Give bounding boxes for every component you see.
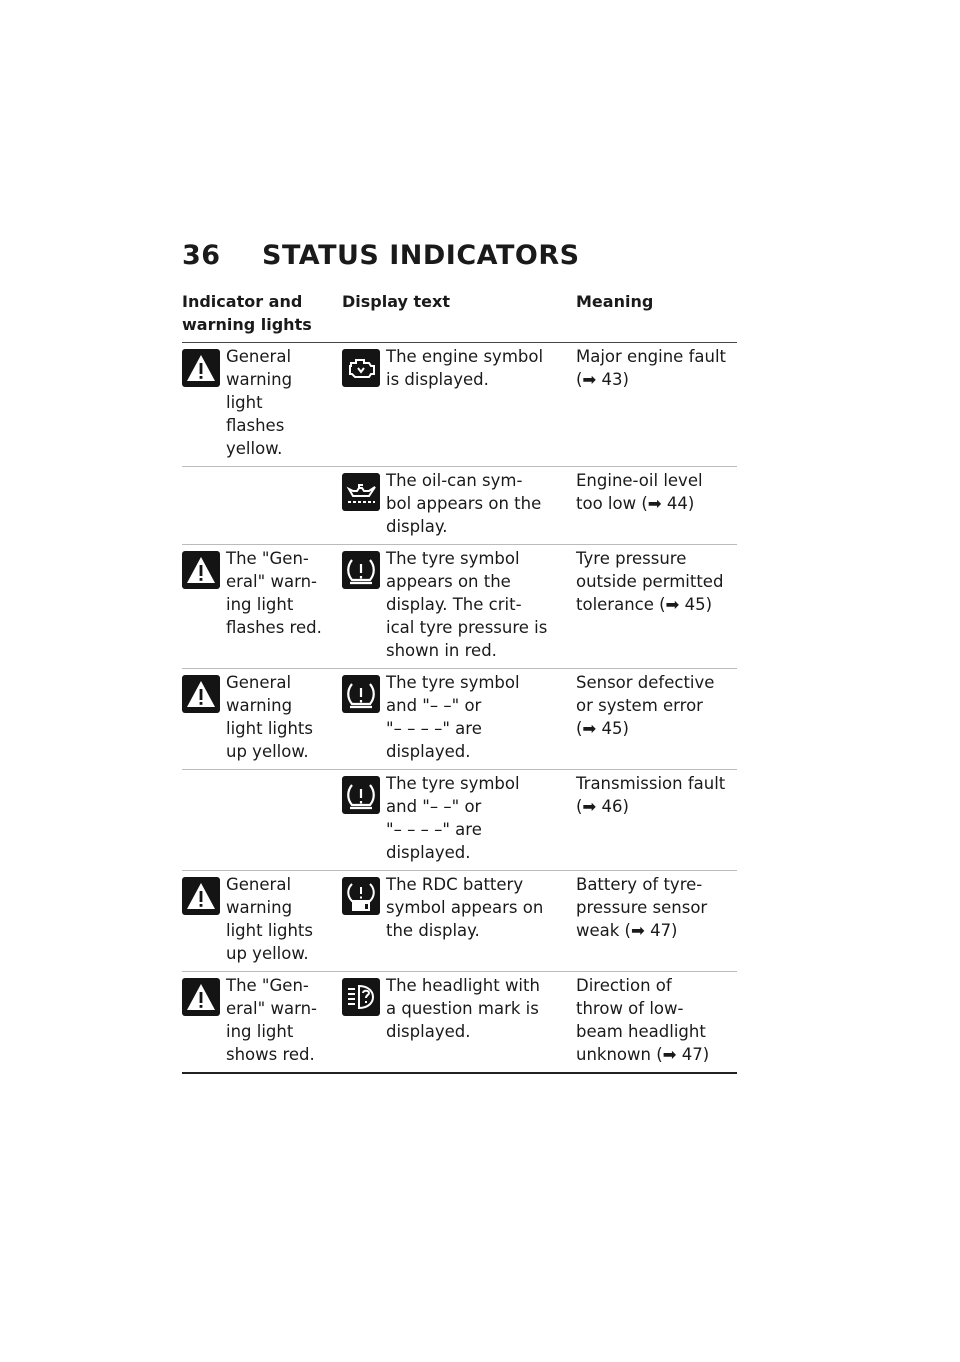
table-row [182, 467, 737, 545]
tyre-pressure-icon [342, 551, 380, 589]
warning-triangle-icon [182, 551, 220, 589]
column-header-display-text: Display text [342, 290, 576, 343]
engine-icon [342, 349, 380, 387]
meaning-text: Transmission fault (➡ 46) [576, 774, 726, 816]
headlight-question-icon [342, 978, 380, 1016]
meaning-cell [576, 770, 737, 871]
table-row [182, 770, 737, 871]
indicator-cell [182, 871, 342, 972]
indicator-text: General warning light flashes yellow. [226, 347, 293, 458]
table-row [182, 871, 737, 972]
display-text-cell [342, 669, 576, 770]
page-number: 36 [182, 240, 221, 271]
warning-triangle-icon [182, 877, 220, 915]
display-text-cell [342, 467, 576, 545]
warning-triangle-icon [182, 349, 220, 387]
display-text: The oil-can sym- bol appears on the display. [386, 471, 542, 536]
display-text-cell [342, 545, 576, 669]
indicator-cell [182, 770, 342, 871]
meaning-cell [576, 669, 737, 770]
warning-triangle-icon [182, 978, 220, 1016]
display-text: The RDC battery symbol appears on the display. [386, 875, 544, 940]
indicator-text: The "Gen- eral" warn- ing light shows red. [226, 976, 317, 1064]
display-text: The headlight with a question mark is displayed. [386, 976, 540, 1041]
meaning-text: Sensor defective or system error (➡ 45) [576, 673, 715, 738]
meaning-cell [576, 545, 737, 669]
display-text-cell [342, 770, 576, 871]
meaning-cell [576, 343, 737, 467]
page-title: STATUS INDICATORS [262, 240, 580, 271]
tyre-pressure-icon [342, 776, 380, 814]
display-text-cell [342, 972, 576, 1074]
status-indicator-table [182, 290, 737, 1074]
meaning-text: Battery of tyre- pressure sensor weak (➡ 47) [576, 875, 708, 940]
rdc-battery-icon [342, 877, 380, 915]
indicator-cell [182, 669, 342, 770]
display-text-cell [342, 343, 576, 467]
indicator-text: General warning light lights up yellow. [226, 673, 313, 761]
page-header [182, 240, 742, 271]
meaning-text: Engine-oil level too low (➡ 44) [576, 471, 703, 513]
display-text: The tyre symbol appears on the display. The crit- ical tyre pressure is shown in red. [386, 549, 548, 660]
oil-can-icon [342, 473, 380, 511]
meaning-text: Major engine fault (➡ 43) [576, 347, 727, 389]
meaning-cell [576, 467, 737, 545]
display-text: The engine symbol is displayed. [386, 347, 544, 389]
indicator-cell [182, 343, 342, 467]
column-header-indicator: Indicator and warning lights [182, 290, 342, 343]
tyre-pressure-icon [342, 675, 380, 713]
display-text: The tyre symbol and "– –" or "– – – –" are displayed. [386, 673, 520, 761]
table-row [182, 545, 737, 669]
column-header-meaning: Meaning [576, 290, 737, 343]
table-header-row [182, 290, 737, 343]
meaning-text: Tyre pressure outside permitted tolerance (➡ 45) [576, 549, 724, 614]
meaning-cell [576, 972, 737, 1074]
indicator-text: General warning light lights up yellow. [226, 875, 313, 963]
display-text-cell [342, 871, 576, 972]
meaning-cell [576, 871, 737, 972]
indicator-cell [182, 545, 342, 669]
warning-triangle-icon [182, 675, 220, 713]
table-row [182, 343, 737, 467]
table-row [182, 972, 737, 1074]
indicator-cell [182, 467, 342, 545]
indicator-text: The "Gen- eral" warn- ing light flashes red. [226, 549, 322, 637]
indicator-cell [182, 972, 342, 1074]
meaning-text: Direction of throw of low- beam headlight unknown (➡ 47) [576, 976, 710, 1064]
table-row [182, 669, 737, 770]
display-text: The tyre symbol and "– –" or "– – – –" are displayed. [386, 774, 520, 862]
